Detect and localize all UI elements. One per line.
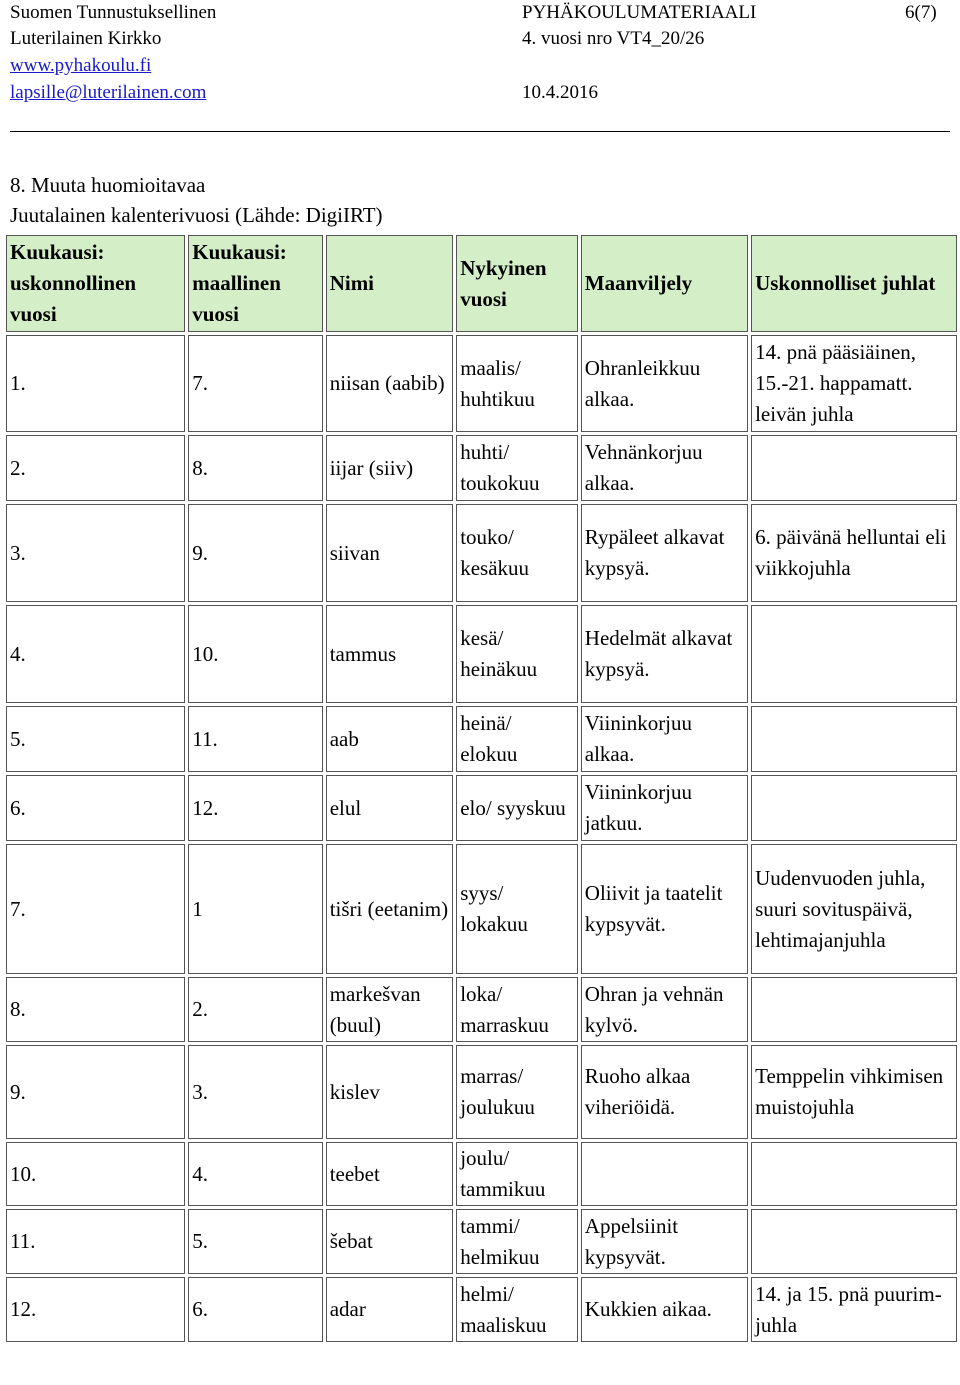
feasts-cell: Temppelin vihkimisen muistojuhla	[751, 1045, 957, 1139]
month-name-cell: aab	[326, 706, 454, 772]
farming-cell: Vehnänkorjuu alkaa.	[581, 435, 748, 501]
religious-month-cell: 4.	[6, 605, 185, 703]
feasts-cell	[751, 1209, 957, 1274]
feasts-cell	[751, 775, 957, 841]
farming-cell: Oliivit ja taatelit kypsyvät.	[581, 844, 748, 974]
secular-month-cell: 2.	[188, 977, 322, 1042]
page-number: 6(7)	[905, 2, 937, 23]
secular-month-cell: 4.	[188, 1142, 322, 1206]
religious-month-cell: 5.	[6, 706, 185, 772]
feasts-cell: 6. päivänä helluntai eli viikkojuhla	[751, 504, 957, 602]
secular-month-cell: 11.	[188, 706, 322, 772]
month-name-cell: iijar (siiv)	[326, 435, 454, 501]
column-header-farming: Maanviljely	[581, 235, 748, 332]
org-name-line2: Luterilainen Kirkko	[10, 28, 162, 49]
secular-month-cell: 6.	[188, 1277, 322, 1342]
secular-month-cell: 5.	[188, 1209, 322, 1274]
current-year-cell: loka/ marraskuu	[456, 977, 578, 1042]
table-row	[6, 977, 957, 1042]
month-name-cell: tammus	[326, 605, 454, 703]
feasts-cell	[751, 977, 957, 1042]
column-header-name: Nimi	[326, 235, 454, 332]
month-name-cell: tišri (eetanim)	[326, 844, 454, 974]
section-heading: 8. Muuta huomioitavaa	[10, 173, 206, 197]
religious-month-cell: 10.	[6, 1142, 185, 1206]
farming-cell: Kukkien aikaa.	[581, 1277, 748, 1342]
current-year-cell: touko/ kesäkuu	[456, 504, 578, 602]
column-header-secular-month: Kuukausi: maallinen vuosi	[188, 235, 322, 332]
feasts-cell	[751, 605, 957, 703]
farming-cell: Ohran ja vehnän kylvö.	[581, 977, 748, 1042]
section-subheading: Juutalainen kalenterivuosi (Lähde: DigiIRT)	[10, 203, 383, 227]
table-row	[6, 1142, 957, 1206]
farming-cell: Viininkorjuu alkaa.	[581, 706, 748, 772]
secular-month-cell: 10.	[188, 605, 322, 703]
month-name-cell: adar	[326, 1277, 454, 1342]
religious-month-cell: 7.	[6, 844, 185, 974]
religious-month-cell: 6.	[6, 775, 185, 841]
secular-month-cell: 3.	[188, 1045, 322, 1139]
current-year-cell: elo/ syyskuu	[456, 775, 578, 841]
month-name-cell: kislev	[326, 1045, 454, 1139]
material-title: PYHÄKOULUMATERIAALI	[522, 2, 757, 23]
website-link[interactable]: www.pyhakoulu.fi	[10, 55, 152, 76]
table-row	[6, 706, 957, 772]
document-date: 10.4.2016	[522, 82, 598, 103]
current-year-cell: huhti/ toukokuu	[456, 435, 578, 501]
org-name-line1: Suomen Tunnustuksellinen	[10, 2, 217, 23]
current-year-cell: tammi/ helmikuu	[456, 1209, 578, 1274]
secular-month-cell: 9.	[188, 504, 322, 602]
current-year-cell: marras/ joulukuu	[456, 1045, 578, 1139]
column-header-current-year: Nykyinen vuosi	[456, 235, 578, 332]
religious-month-cell: 3.	[6, 504, 185, 602]
header-divider	[10, 131, 950, 132]
farming-cell: Appelsiinit kypsyvät.	[581, 1209, 748, 1274]
table-row	[6, 1209, 957, 1274]
secular-month-cell: 1	[188, 844, 322, 974]
month-name-cell: šebat	[326, 1209, 454, 1274]
material-code: 4. vuosi nro VT4_20/26	[522, 28, 705, 49]
religious-month-cell: 12.	[6, 1277, 185, 1342]
table-row	[6, 1277, 957, 1342]
table-row	[6, 335, 957, 432]
religious-month-cell: 1.	[6, 335, 185, 432]
month-name-cell: niisan (aabib)	[326, 335, 454, 432]
table-body	[6, 335, 957, 1342]
table-row	[6, 1045, 957, 1139]
farming-cell: Ohranleikkuu alkaa.	[581, 335, 748, 432]
religious-month-cell: 11.	[6, 1209, 185, 1274]
jewish-calendar-table	[3, 232, 960, 1345]
month-name-cell: teebet	[326, 1142, 454, 1206]
feasts-cell	[751, 1142, 957, 1206]
month-name-cell: siivan	[326, 504, 454, 602]
current-year-cell: syys/ lokakuu	[456, 844, 578, 974]
table-row	[6, 775, 957, 841]
table-row	[6, 605, 957, 703]
religious-month-cell: 8.	[6, 977, 185, 1042]
current-year-cell: joulu/ tammikuu	[456, 1142, 578, 1206]
farming-cell: Ruoho alkaa viheriöidä.	[581, 1045, 748, 1139]
current-year-cell: kesä/ heinäkuu	[456, 605, 578, 703]
current-year-cell: helmi/ maaliskuu	[456, 1277, 578, 1342]
table-row	[6, 435, 957, 501]
feasts-cell	[751, 706, 957, 772]
column-header-religious-month: Kuukausi: uskonnollinen vuosi	[6, 235, 185, 332]
religious-month-cell: 9.	[6, 1045, 185, 1139]
farming-cell	[581, 1142, 748, 1206]
table-row	[6, 504, 957, 602]
month-name-cell: elul	[326, 775, 454, 841]
secular-month-cell: 8.	[188, 435, 322, 501]
email-link[interactable]: lapsille@luterilainen.com	[10, 82, 207, 103]
farming-cell: Viininkorjuu jatkuu.	[581, 775, 748, 841]
feasts-cell: 14. ja 15. pnä puurim-juhla	[751, 1277, 957, 1342]
farming-cell: Rypäleet alkavat kypsyä.	[581, 504, 748, 602]
feasts-cell: 14. pnä pääsiäinen, 15.-21. happamatt. leivän juhla	[751, 335, 957, 432]
current-year-cell: maalis/ huhtikuu	[456, 335, 578, 432]
secular-month-cell: 7.	[188, 335, 322, 432]
feasts-cell	[751, 435, 957, 501]
table-header-row	[6, 235, 957, 332]
feasts-cell: Uudenvuoden juhla, suuri sovituspäivä, lehtimajanjuhla	[751, 844, 957, 974]
farming-cell: Hedelmät alkavat kypsyä.	[581, 605, 748, 703]
secular-month-cell: 12.	[188, 775, 322, 841]
religious-month-cell: 2.	[6, 435, 185, 501]
month-name-cell: markešvan (buul)	[326, 977, 454, 1042]
table-row	[6, 844, 957, 974]
current-year-cell: heinä/ elokuu	[456, 706, 578, 772]
column-header-religious-feasts: Uskonnolliset juhlat	[751, 235, 957, 332]
